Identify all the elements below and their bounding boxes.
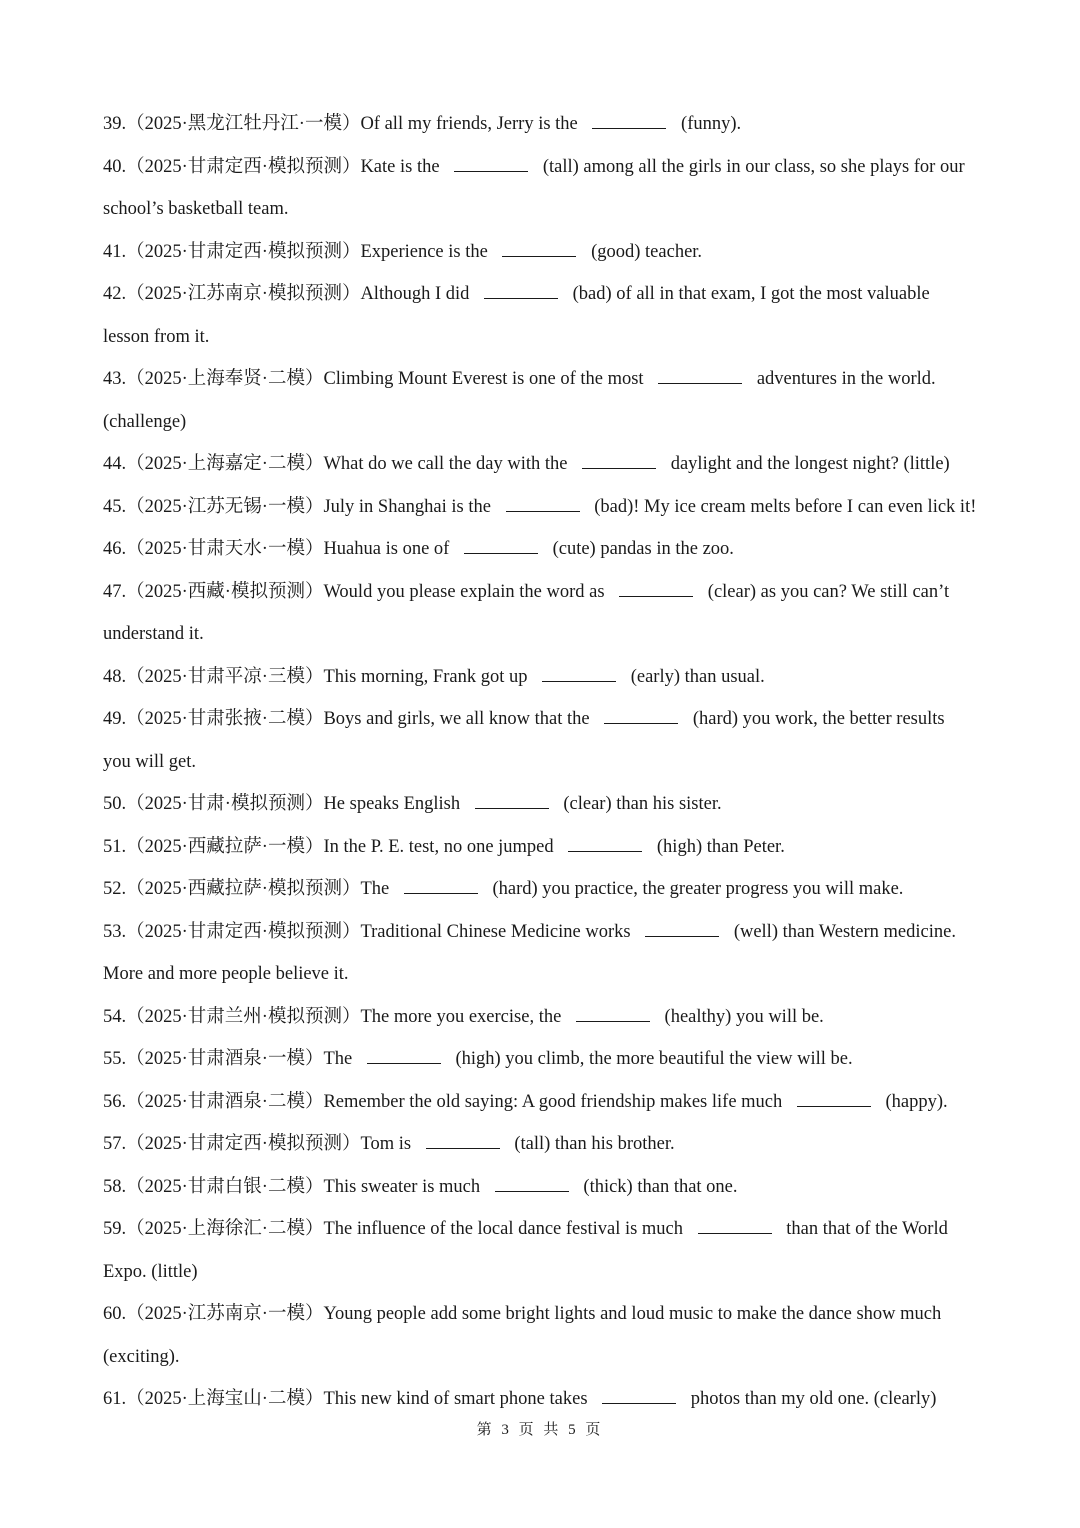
question-text: (bad) of all in that exam, I got the most valuable	[568, 284, 930, 304]
answer-blank	[495, 1173, 569, 1192]
question-text: 42.（2025·江苏南京·模拟预测）Although I did	[103, 284, 475, 304]
question-line	[103, 231, 983, 274]
question-line	[103, 571, 983, 614]
question-text: 46.（2025·甘肃天水·一模）Huahua is one of	[103, 539, 454, 559]
question-line	[103, 358, 983, 401]
answer-blank	[576, 1003, 650, 1022]
answer-blank	[542, 663, 616, 682]
question-text: you will get.	[103, 751, 197, 772]
question-text: (hard) you work, the better results	[688, 709, 945, 729]
question-text: (cute) pandas in the zoo.	[547, 539, 734, 559]
question-text: (high) you climb, the more beautiful the view will be.	[450, 1049, 853, 1069]
answer-blank	[502, 238, 576, 257]
answer-blank	[454, 153, 528, 172]
answer-blank	[619, 578, 693, 597]
question-text: 44.（2025·上海嘉定·二模）What do we call the day with the	[103, 454, 573, 474]
question-line	[103, 486, 983, 529]
question-text: 52.（2025·西藏拉萨·模拟预测）The	[103, 879, 394, 899]
question-line	[103, 826, 983, 869]
question-continuation-line	[103, 316, 983, 359]
question-text: (happy).	[880, 1091, 948, 1112]
question-text: (challenge)	[103, 411, 187, 432]
question-line	[103, 783, 983, 826]
question-line	[103, 1208, 983, 1251]
question-list	[103, 103, 983, 1421]
question-text: 59.（2025·上海徐汇·二模）The influence of the local dance festival is much	[103, 1219, 688, 1239]
question-line	[103, 528, 983, 571]
question-continuation-line	[103, 613, 983, 656]
question-text: (tall) than his brother.	[509, 1134, 675, 1154]
question-text: (tall) among all the girls in our class, so she plays for our	[538, 156, 965, 177]
question-text: (early) than usual.	[626, 666, 765, 687]
question-text: 54.（2025·甘肃兰州·模拟预测）The more you exercise, the	[103, 1006, 566, 1027]
answer-blank	[698, 1215, 772, 1234]
question-text: than that of the World	[781, 1219, 948, 1239]
question-text: (healthy) you will be.	[659, 1006, 824, 1027]
question-continuation-line	[103, 741, 983, 784]
question-text: Expo. (little)	[103, 1261, 198, 1282]
question-continuation-line	[103, 1251, 983, 1294]
answer-blank	[426, 1130, 500, 1149]
answer-blank	[404, 875, 478, 894]
question-line	[103, 698, 983, 741]
question-text: 53.（2025·甘肃定西·模拟预测）Traditional Chinese Medicine works	[103, 921, 636, 942]
question-text: 61.（2025·上海宝山·二模）This new kind of smart phone takes	[103, 1389, 593, 1409]
answer-blank	[484, 280, 558, 299]
question-text: 40.（2025·甘肃定西·模拟预测）Kate is the	[103, 156, 445, 177]
question-line	[103, 656, 983, 699]
question-line	[103, 1081, 983, 1124]
question-line	[103, 443, 983, 486]
question-text: 51.（2025·西藏拉萨·一模）In the P. E. test, no one jumped	[103, 836, 559, 857]
question-text: (high) than Peter.	[652, 836, 785, 857]
answer-blank	[658, 365, 742, 384]
answer-blank	[604, 705, 678, 724]
question-text: 49.（2025·甘肃张掖·二模）Boys and girls, we all know that the	[103, 709, 595, 729]
answer-blank	[645, 918, 719, 937]
answer-blank	[367, 1045, 441, 1064]
question-text: adventures in the world.	[752, 369, 936, 389]
answer-blank	[475, 790, 549, 809]
answer-blank	[602, 1385, 676, 1404]
question-continuation-line	[103, 1336, 983, 1379]
question-text: daylight and the longest night? (little)	[666, 454, 950, 474]
question-text: photos than my old one. (clearly)	[686, 1389, 937, 1409]
question-line	[103, 1166, 983, 1209]
question-text: (thick) than that one.	[578, 1176, 738, 1197]
question-text: 56.（2025·甘肃酒泉·二模）Remember the old saying: A good friendship makes life much	[103, 1091, 787, 1112]
question-text: 48.（2025·甘肃平凉·三模）This morning, Frank got up	[103, 666, 533, 687]
question-continuation-line	[103, 188, 983, 231]
question-text: understand it.	[103, 624, 204, 644]
question-line	[103, 996, 983, 1039]
question-line	[103, 911, 983, 954]
question-line	[103, 868, 983, 911]
question-text: (funny).	[676, 114, 742, 134]
question-text: 60.（2025·江苏南京·一模）Young people add some bright lights and loud music to make the dance show much	[103, 1304, 942, 1324]
answer-blank	[464, 535, 538, 554]
question-line	[103, 1123, 983, 1166]
question-text: (good) teacher.	[586, 241, 703, 262]
question-text: (clear) as you can? We still can’t	[703, 581, 950, 602]
question-continuation-line	[103, 953, 983, 996]
question-line	[103, 1378, 983, 1421]
question-text: 43.（2025·上海奉贤·二模）Climbing Mount Everest is one of the most	[103, 369, 649, 389]
question-text: (bad)! My ice cream melts before I can even lick it!	[589, 496, 977, 517]
question-text: 58.（2025·甘肃白银·二模）This sweater is much	[103, 1176, 485, 1197]
question-text: (clear) than his sister.	[558, 794, 722, 814]
question-text: 39.（2025·黑龙江牡丹江·一模）Of all my friends, Jerry is the	[103, 114, 583, 134]
page-footer: 第 3 页 共 5 页	[476, 1422, 604, 1438]
question-line	[103, 1293, 983, 1336]
answer-blank	[797, 1088, 871, 1107]
question-line	[103, 1038, 983, 1081]
question-text: 55.（2025·甘肃酒泉·一模）The	[103, 1049, 357, 1069]
answer-blank	[582, 450, 656, 469]
question-text: 41.（2025·甘肃定西·模拟预测）Experience is the	[103, 241, 493, 262]
question-text: (hard) you practice, the greater progress you will make.	[487, 879, 904, 899]
answer-blank	[506, 493, 580, 512]
question-text: 57.（2025·甘肃定西·模拟预测）Tom is	[103, 1134, 416, 1154]
question-text: lesson from it.	[103, 326, 210, 347]
question-text: 45.（2025·江苏无锡·一模）July in Shanghai is the	[103, 496, 496, 517]
question-text: (well) than Western medicine.	[729, 921, 956, 942]
question-text: (exciting).	[103, 1346, 180, 1367]
question-line	[103, 273, 983, 316]
answer-blank	[568, 833, 642, 852]
question-line	[103, 146, 983, 189]
answer-blank	[592, 110, 666, 129]
question-text: More and more people believe it.	[103, 964, 349, 984]
question-text: 47.（2025·西藏·模拟预测）Would you please explain the word as	[103, 581, 610, 602]
question-text: school’s basketball team.	[103, 199, 289, 219]
question-text: 50.（2025·甘肃·模拟预测）He speaks English	[103, 794, 465, 814]
question-line	[103, 103, 983, 146]
question-continuation-line	[103, 401, 983, 444]
